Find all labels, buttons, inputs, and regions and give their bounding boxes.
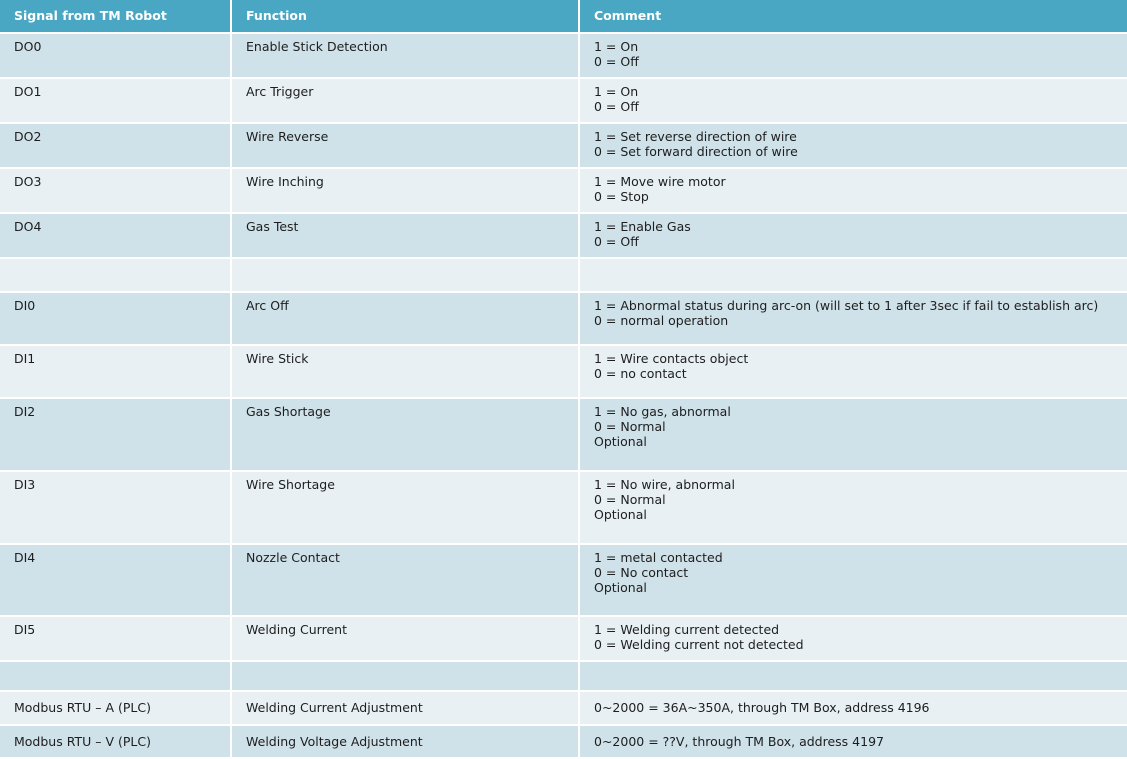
comment-line: 1 = metal contacted: [594, 550, 723, 565]
table-row: [0, 545, 1127, 617]
comment-line: 0 = no contact: [594, 366, 687, 381]
comment-line: Optional: [594, 507, 647, 522]
comment-cell: [580, 79, 1127, 124]
function-cell: Wire Reverse: [232, 124, 580, 169]
comment-line: 0~2000 = 36A~350A, through TM Box, address 4196: [594, 700, 930, 715]
signal-cell: DI0: [0, 293, 232, 346]
signal-cell: DO4: [0, 214, 232, 259]
function-cell: Wire Stick: [232, 346, 580, 399]
comment-cell: [580, 545, 1127, 617]
signal-cell: DI4: [0, 545, 232, 617]
signal-cell: DI1: [0, 346, 232, 399]
table-row: [0, 34, 1127, 79]
header-signal: Signal from TM Robot: [0, 0, 232, 34]
comment-line: 1 = Enable Gas: [594, 219, 691, 234]
signal-cell: DO1: [0, 79, 232, 124]
header-function: Function: [232, 0, 580, 34]
comment-line: 0~2000 = ??V, through TM Box, address 4197: [594, 734, 884, 749]
empty-cell: [580, 662, 1127, 692]
table-row: [0, 79, 1127, 124]
empty-cell: [232, 662, 580, 692]
function-cell: Wire Shortage: [232, 472, 580, 545]
function-cell: Welding Current Adjustment: [232, 692, 580, 726]
comment-line: 1 = Set reverse direction of wire: [594, 129, 797, 144]
table-row: [0, 472, 1127, 545]
table-row: [0, 214, 1127, 259]
comment-line: Optional: [594, 580, 647, 595]
spacer-row: [0, 662, 1127, 692]
comment-line: 0 = normal operation: [594, 313, 729, 328]
comment-line: 0 = Set forward direction of wire: [594, 144, 798, 159]
comment-line: 0 = Off: [594, 99, 639, 114]
signal-cell: Modbus RTU – A (PLC): [0, 692, 232, 726]
table-row: [0, 293, 1127, 346]
table-row: [0, 617, 1127, 662]
function-cell: Arc Off: [232, 293, 580, 346]
comment-cell: [580, 726, 1127, 759]
comment-cell: [580, 346, 1127, 399]
table-row: [0, 169, 1127, 214]
empty-cell: [232, 259, 580, 293]
table-row: [0, 124, 1127, 169]
signal-cell: Modbus RTU – V (PLC): [0, 726, 232, 759]
empty-cell: [580, 259, 1127, 293]
comment-line: 0 = Off: [594, 54, 639, 69]
signal-cell: DO2: [0, 124, 232, 169]
comment-line: 0 = Off: [594, 234, 639, 249]
signal-cell: DI5: [0, 617, 232, 662]
comment-line: 1 = On: [594, 39, 639, 54]
comment-line: 0 = No contact: [594, 565, 689, 580]
function-cell: Gas Test: [232, 214, 580, 259]
function-cell: Wire Inching: [232, 169, 580, 214]
comment-cell: [580, 399, 1127, 472]
table-row: [0, 726, 1127, 759]
comment-cell: [580, 124, 1127, 169]
table-row: [0, 346, 1127, 399]
comment-line: 0 = Normal: [594, 492, 666, 507]
signal-cell: DO0: [0, 34, 232, 79]
comment-cell: [580, 692, 1127, 726]
function-cell: Gas Shortage: [232, 399, 580, 472]
comment-line: 1 = Welding current detected: [594, 622, 780, 637]
comment-cell: [580, 214, 1127, 259]
spacer-row: [0, 259, 1127, 293]
comment-line: 1 = Wire contacts object: [594, 351, 749, 366]
comment-cell: [580, 34, 1127, 79]
function-cell: Enable Stick Detection: [232, 34, 580, 79]
comment-line: Optional: [594, 434, 647, 449]
signal-cell: DI2: [0, 399, 232, 472]
comment-cell: [580, 472, 1127, 545]
comment-line: 1 = On: [594, 84, 639, 99]
header-row: [0, 0, 1127, 34]
comment-cell: [580, 617, 1127, 662]
signal-cell: DO3: [0, 169, 232, 214]
function-cell: Welding Voltage Adjustment: [232, 726, 580, 759]
function-cell: Nozzle Contact: [232, 545, 580, 617]
comment-line: 1 = No wire, abnormal: [594, 477, 735, 492]
empty-cell: [0, 259, 232, 293]
table-row: [0, 399, 1127, 472]
table-row: [0, 692, 1127, 726]
comment-line: 1 = No gas, abnormal: [594, 404, 731, 419]
signal-cell: DI3: [0, 472, 232, 545]
empty-cell: [0, 662, 232, 692]
function-cell: Arc Trigger: [232, 79, 580, 124]
comment-cell: [580, 293, 1127, 346]
comment-line: 0 = Stop: [594, 189, 649, 204]
function-cell: Welding Current: [232, 617, 580, 662]
header-comment: Comment: [580, 0, 1127, 34]
comment-line: 1 = Abnormal status during arc-on (will set to 1 after 3sec if fail to establish arc): [594, 298, 1099, 313]
comment-line: 0 = Normal: [594, 419, 666, 434]
comment-line: 1 = Move wire motor: [594, 174, 726, 189]
comment-cell: [580, 169, 1127, 214]
comment-line: 0 = Welding current not detected: [594, 637, 804, 652]
